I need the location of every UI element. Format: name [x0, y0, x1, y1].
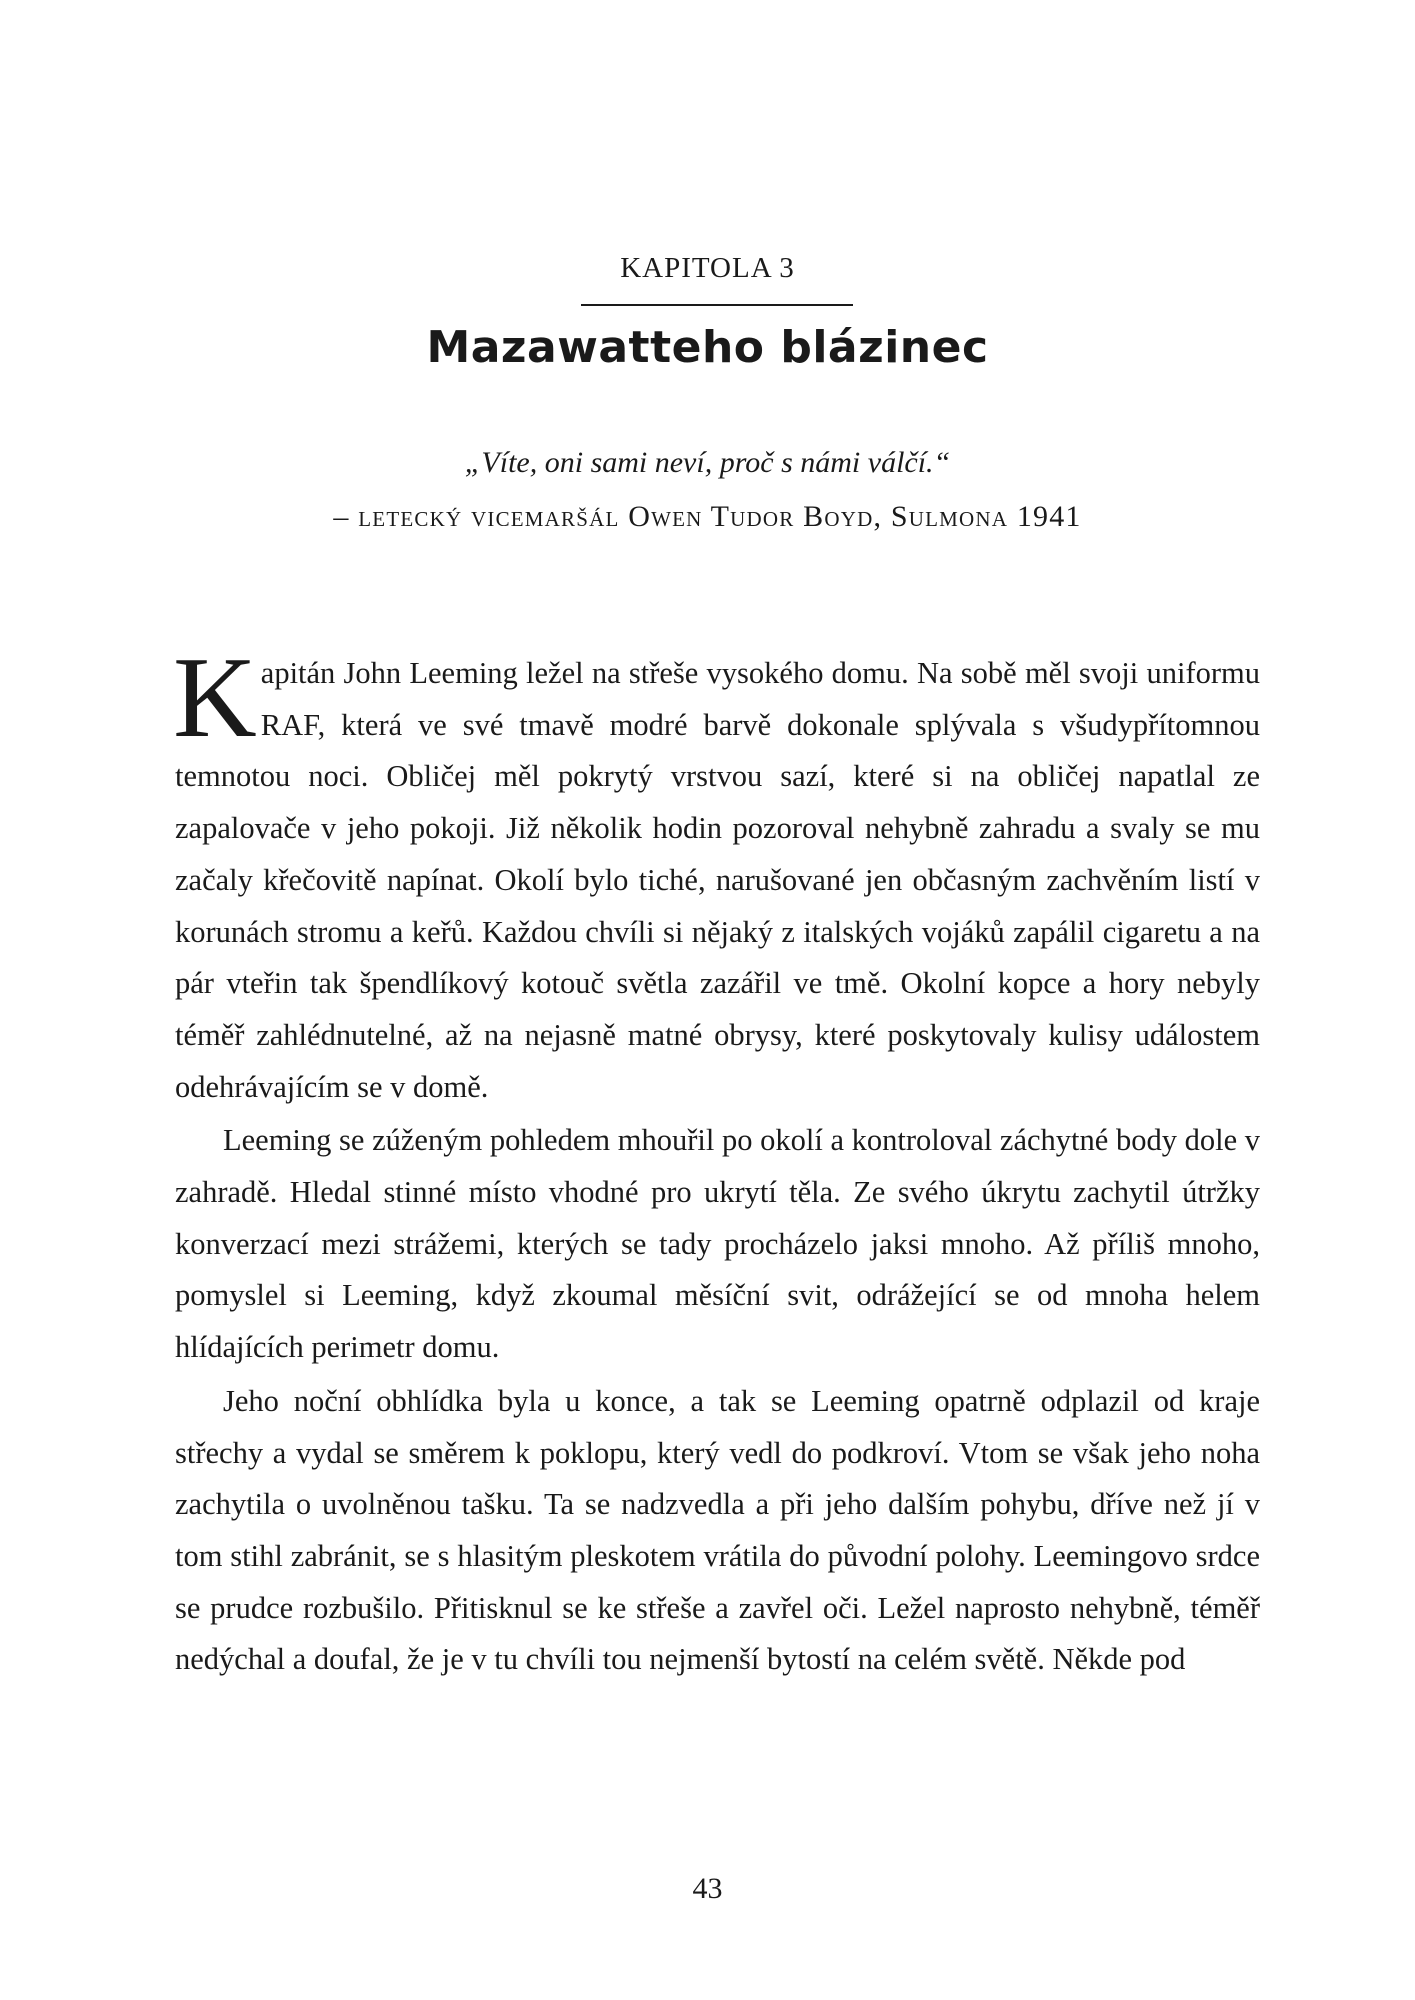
paragraph-text: apitán John Leeming ležel na střeše vysokého domu. Na sobě měl svoji uniformu RAF, která ve své tmavě modré barvě dokonale splývala s všudypřítomnou temnotou noci. Obličej měl pokrytý vrstvou sazí, které si na obličej napatlal ze zapalovače v jeho pokoji. Již několik hodin pozoroval nehybně zahradu a svaly se mu začaly křečovitě napínat. Okolí bylo tiché, narušované jen občasným zachvěním listí v korunách stromu a keřů. Každou chvíli si nějaký z italských vojáků zapálil cigaretu a na pár vteřin tak špendlíkový kotouč světla zazářil ve tmě. Okolní kopce a hory nebyly téměř zahlédnutelné, až na nejasně matné obrysy, které poskytovaly kulisy událostem odehrávajícím se v domě. — [175, 656, 1260, 1104]
page-number: 43 — [692, 1872, 723, 1905]
chapter-title: Mazawatteho blázinec — [426, 322, 989, 373]
paragraph: Leeming se zúženým pohledem mhouřil po okolí a kontroloval záchytné body dole v zahradě. Hledal stinné místo vhodné pro ukrytí těla. Ze svého úkrytu zachytil útržky konverzací mezi strážemi, kterých se tady procházelo jaksi mnoho. Až příliš mnoho, pomyslel si Leeming, když zkoumal měsíční svit, odrážející se od mnoha helem hlídajících perimetr domu. — [175, 1123, 1260, 1365]
chapter-divider — [581, 304, 853, 306]
drop-cap: K — [173, 634, 257, 762]
epigraph-quote: „Víte, oni sami neví, proč s námi válčí.“ — [464, 446, 951, 479]
chapter-label: KAPITOLA 3 — [620, 252, 795, 284]
epigraph-attribution: – letecký vicemaršál Owen Tudor Boyd, Sulmona 1941 — [333, 500, 1082, 533]
paragraph — [173, 634, 1260, 1113]
body-text — [173, 634, 1260, 1686]
paragraph: Jeho noční obhlídka byla u konce, a tak se Leeming opatrně odplazil od kraje střechy a vydal se směrem k poklopu, který vedl do podkroví. Vtom se však jeho noha zachytila o uvolněnou tašku. Ta se nadzvedla a při jeho dalším pohybu, dříve než jí v tom stihl zabránit, se s hlasitým pleskotem vrátila do původní polohy. Leemingovo srdce se prudce rozbušilo. Přitisknul se ke střeše a zavřel oči. Ležel naprosto nehybně, téměř nedýchal a doufal, že je v tu chvíli tou nejmenší bytostí na celém světě. Někde pod — [175, 1383, 1260, 1677]
